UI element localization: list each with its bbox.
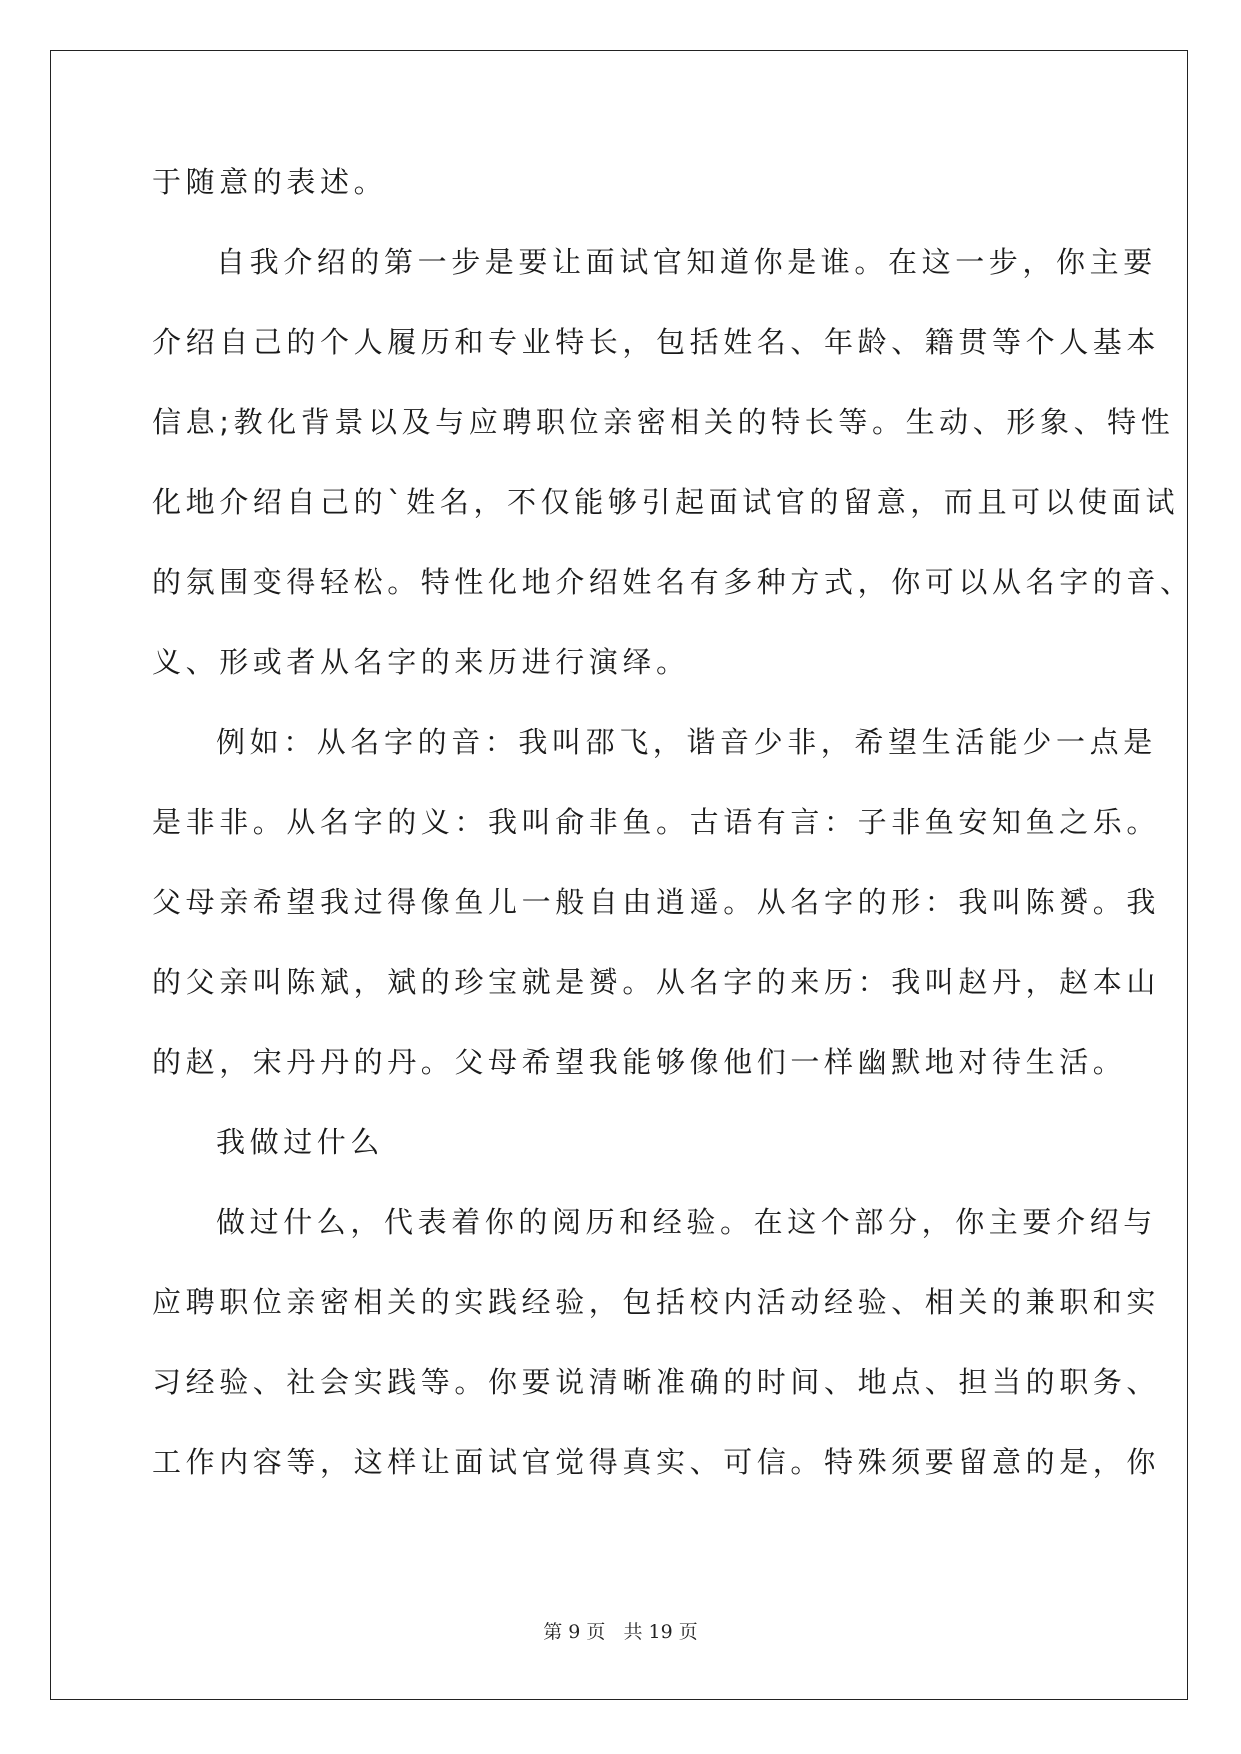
body-line: 应聘职位亲密相关的实践经验，包括校内活动经验、相关的兼职和实 — [152, 1285, 1161, 1319]
body-line: 信息;教化背景以及与应聘职位亲密相关的特长等。生动、形象、特性 — [152, 405, 1175, 439]
body-line: 例如：从名字的音：我叫邵飞，谐音少非，希望生活能少一点是 — [216, 725, 1157, 759]
body-line: 的父亲叫陈斌，斌的珍宝就是赟。从名字的来历：我叫赵丹，赵本山 — [152, 965, 1161, 999]
body-line: 父母亲希望我过得像鱼儿一般自由逍遥。从名字的形：我叫陈赟。我 — [152, 885, 1161, 919]
body-line: 自我介绍的第一步是要让面试官知道你是谁。在这一步，你主要 — [216, 245, 1157, 279]
body-line: 习经验、社会实践等。你要说清晰准确的时间、地点、担当的职务、 — [152, 1365, 1161, 1399]
body-line: 义、形或者从名字的来历进行演绎。 — [152, 645, 690, 679]
body-line: 化地介绍自己的`姓名，不仅能够引起面试官的留意，而且可以使面试 — [152, 485, 1180, 519]
body-line: 的赵，宋丹丹的丹。父母希望我能够像他们一样幽默地对待生活。 — [152, 1045, 1127, 1079]
body-line: 的氛围变得轻松。特性化地介绍姓名有多种方式，你可以从名字的音、 — [152, 565, 1194, 599]
body-line: 于随意的表述。 — [152, 165, 388, 199]
document-body — [152, 158, 1194, 1518]
body-line: 工作内容等，这样让面试官觉得真实、可信。特殊须要留意的是，你 — [152, 1445, 1161, 1479]
body-line: 做过什么，代表着你的阅历和经验。在这个部分，你主要介绍与 — [216, 1205, 1157, 1239]
body-line: 是非非。从名字的义：我叫俞非鱼。古语有言：子非鱼安知鱼之乐。 — [152, 805, 1161, 839]
section-heading: 我做过什么 — [216, 1125, 385, 1159]
page-total: 共 19 页 — [623, 1621, 698, 1643]
body-line: 介绍自己的个人履历和专业特长，包括姓名、年龄、籍贯等个人基本 — [152, 325, 1161, 359]
page-footer — [0, 1617, 1241, 1644]
page-number: 第 9 页 — [543, 1621, 606, 1643]
